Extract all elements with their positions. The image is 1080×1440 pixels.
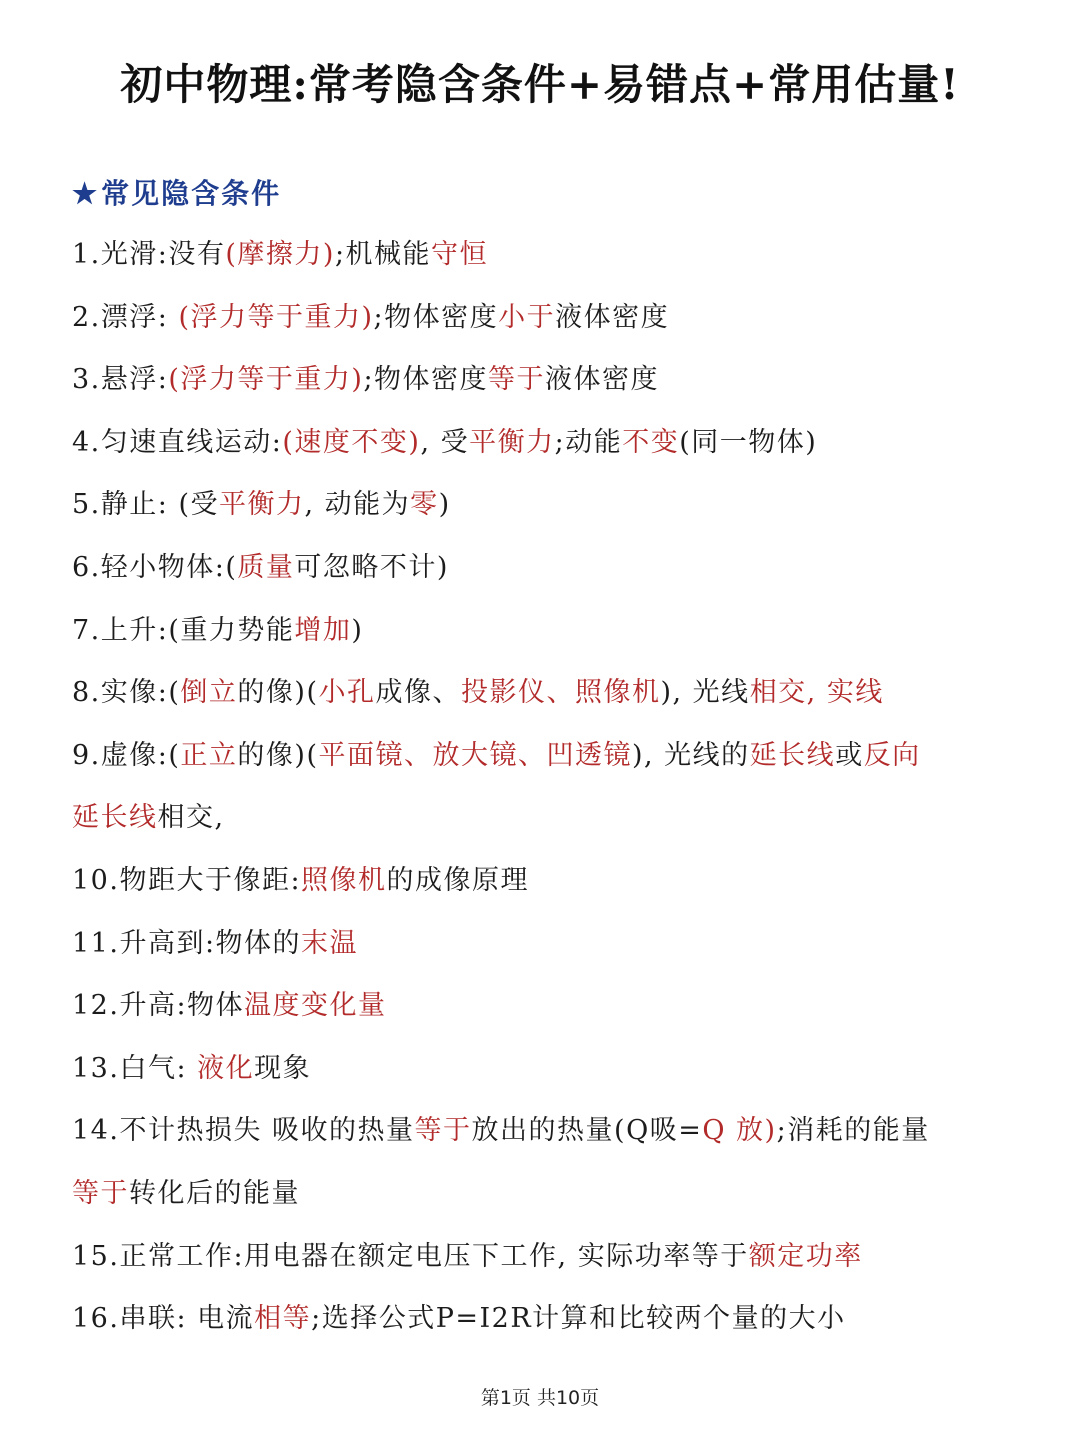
- body-text: 的像)(: [237, 677, 319, 709]
- body-text: ): [351, 614, 364, 646]
- body-text: 9.虚像:(: [72, 739, 181, 771]
- list-item: [72, 543, 1022, 606]
- highlighted-text: (摩擦力): [225, 239, 335, 270]
- body-text: 7.上升:(重力势能: [72, 614, 295, 646]
- body-text: ;选择公式P=I2R计算和比较两个量的大小: [311, 1303, 846, 1335]
- list-item: [72, 668, 1022, 731]
- body-text: 的像)(: [237, 739, 319, 771]
- body-text: 15.正常工作:用电器在额定电压下工作, 实际功率等于: [72, 1240, 749, 1272]
- highlighted-text: 不变: [622, 426, 680, 458]
- list-item: [72, 1106, 1022, 1169]
- body-text: 1.光滑:没有: [72, 239, 226, 270]
- highlighted-text: (速度不变): [282, 426, 421, 458]
- highlighted-text: 照像机: [301, 864, 387, 896]
- body-text: 放出的热量(Q吸=: [471, 1115, 703, 1147]
- body-text: ;消耗的能量: [776, 1115, 930, 1147]
- body-text: ;物体密度: [373, 301, 499, 333]
- highlighted-text: 小于: [498, 301, 556, 333]
- body-text: ), 光线: [660, 677, 750, 709]
- list-item: [72, 1169, 1022, 1232]
- highlighted-text: 等于: [414, 1115, 472, 1147]
- list-item: [72, 731, 1022, 794]
- body-text: 10.物距大于像距:: [72, 864, 302, 896]
- highlighted-text: 平衡力: [218, 489, 305, 521]
- list-item: [72, 981, 1022, 1044]
- condition-list: [72, 230, 1022, 1357]
- list-item: [72, 793, 1022, 856]
- list-item: [72, 919, 1022, 982]
- list-item: [72, 418, 1022, 481]
- list-item: [72, 355, 1022, 418]
- body-text: ;机械能: [334, 239, 432, 270]
- highlighted-text: 倒立: [180, 677, 238, 709]
- body-text: 5.静止: (受: [72, 489, 219, 521]
- highlighted-text: (浮力等于重力): [178, 301, 374, 333]
- highlighted-text: 等于: [72, 1177, 129, 1209]
- body-text: 6.轻小物体:(: [72, 551, 238, 583]
- body-text: ;动能: [554, 426, 623, 458]
- body-text: 成像、: [375, 677, 461, 709]
- body-text: (同一物体): [679, 426, 818, 458]
- body-text: 2.漂浮:: [72, 301, 179, 333]
- list-item: [72, 1044, 1022, 1107]
- body-text: 4.匀速直线运动:: [72, 426, 283, 458]
- list-item: [72, 293, 1022, 356]
- highlighted-text: 等于: [488, 364, 546, 396]
- body-text: 现象: [254, 1052, 312, 1084]
- highlighted-text: 延长线: [749, 739, 836, 771]
- list-item: [72, 230, 1022, 293]
- list-item: [72, 856, 1022, 919]
- body-text: 转化后的能量: [129, 1177, 300, 1209]
- list-item: [72, 1294, 1022, 1357]
- body-text: 3.悬浮:: [72, 364, 169, 396]
- body-text: 11.升高到:物体的: [72, 927, 302, 959]
- page-title: 初中物理:常考隐含条件+易错点+常用估量!: [120, 60, 960, 109]
- highlighted-text: 质量: [237, 551, 295, 583]
- highlighted-text: 末温: [301, 927, 359, 959]
- body-text: 13.白气:: [72, 1052, 198, 1084]
- highlighted-text: 守恒: [431, 239, 489, 270]
- list-item: [72, 606, 1022, 669]
- highlighted-text: 正立: [180, 739, 238, 771]
- body-text: 16.串联: 电流: [72, 1303, 255, 1335]
- body-text: ): [438, 489, 451, 521]
- highlighted-text: 液化: [197, 1052, 255, 1084]
- body-text: 液体密度: [555, 301, 670, 333]
- section-heading-label: 常见隐含条件: [101, 177, 282, 210]
- highlighted-text: 反向: [863, 739, 921, 771]
- star-icon: ★: [72, 177, 100, 210]
- body-text: 相交,: [157, 802, 225, 834]
- body-text: 或: [835, 739, 864, 771]
- list-item: [72, 480, 1022, 543]
- highlighted-text: 相等: [254, 1303, 312, 1335]
- highlighted-text: 额定功率: [748, 1240, 863, 1272]
- highlighted-text: 平面镜、放大镜、凹透镜: [318, 739, 632, 771]
- body-text: 14.不计热损失 吸收的热量: [72, 1115, 415, 1147]
- highlighted-text: Q 放): [702, 1115, 777, 1147]
- highlighted-text: 平衡力: [469, 426, 555, 458]
- body-text: ), 光线的: [631, 739, 750, 771]
- highlighted-text: 延长线: [72, 802, 158, 834]
- body-text: , 受: [420, 426, 470, 458]
- highlighted-text: 小孔: [318, 677, 376, 709]
- body-text: 8.实像:(: [72, 677, 181, 709]
- highlighted-text: (浮力等于重力): [168, 364, 364, 396]
- highlighted-text: 零: [410, 489, 439, 521]
- list-item: [72, 1232, 1022, 1295]
- body-text: , 动能为: [304, 489, 411, 521]
- body-text: 液体密度: [545, 364, 660, 396]
- page-number: 第1页 共10页: [480, 1387, 600, 1409]
- highlighted-text: 增加: [294, 614, 352, 646]
- body-text: 12.升高:物体: [72, 990, 245, 1022]
- section-heading: [72, 172, 281, 212]
- highlighted-text: 投影仪、照像机: [460, 677, 661, 709]
- body-text: ;物体密度: [363, 364, 489, 396]
- body-text: 可忽略不计): [294, 551, 449, 583]
- highlighted-text: 相交, 实线: [749, 677, 884, 709]
- highlighted-text: 温度变化量: [244, 990, 387, 1022]
- body-text: 的成像原理: [386, 864, 530, 896]
